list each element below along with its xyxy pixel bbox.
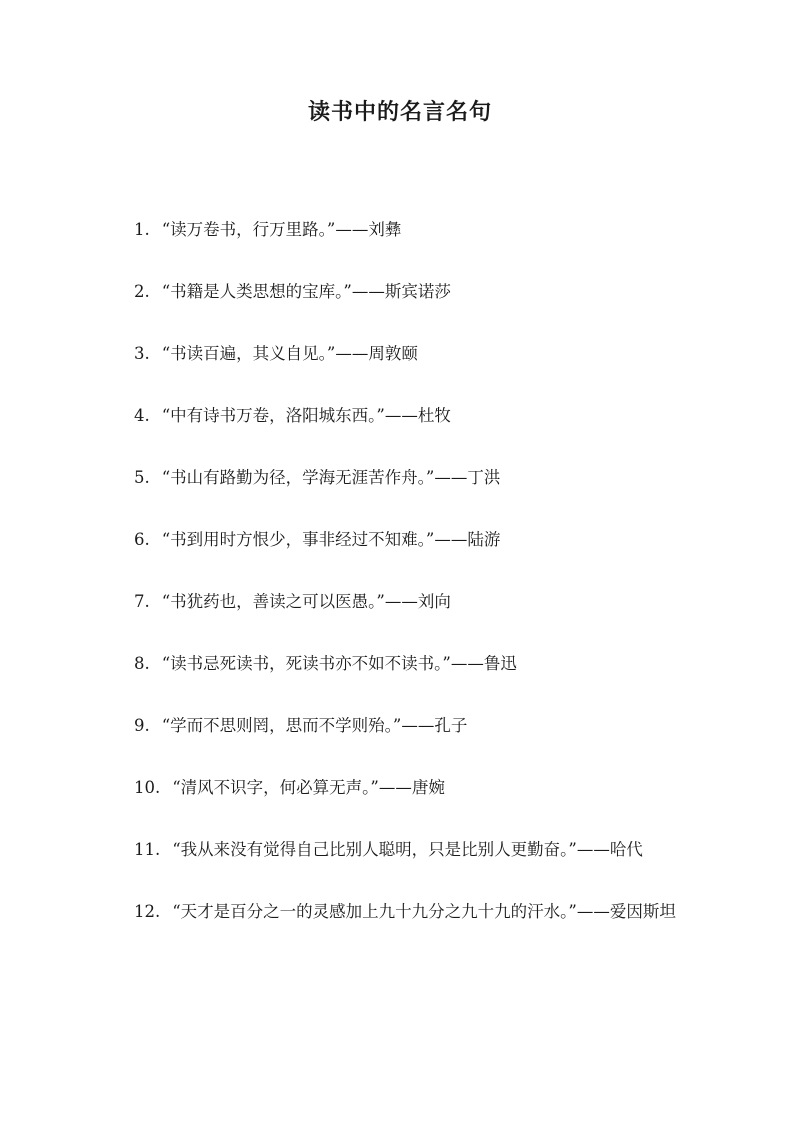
quote-item-1 [88, 214, 703, 245]
quote-number: 10. [134, 778, 161, 797]
quote-item-5 [88, 462, 703, 493]
quote-number: 1. [134, 220, 150, 239]
quote-number: 8. [134, 654, 150, 673]
quote-text: “我从来没有觉得自己比别人聪明，只是比别人更勤奋。”——哈代 [172, 840, 643, 859]
quote-text: “中有诗书万卷，洛阳城东西。”——杜牧 [161, 406, 451, 425]
quote-text: “读万卷书，行万里路。”——刘彝 [161, 220, 402, 239]
quote-item-2 [88, 276, 703, 307]
quote-item-10 [88, 772, 703, 803]
quote-item-12 [88, 896, 703, 927]
quote-number: 2. [134, 282, 150, 301]
quote-number: 7. [134, 592, 150, 611]
quote-text: “学而不思则罔，思而不学则殆。”——孔子 [161, 716, 468, 735]
quote-text: “书读百遍，其义自见。”——周敦颐 [161, 344, 418, 363]
quote-item-7 [88, 586, 703, 617]
quote-text: “书犹药也，善读之可以医愚。”——刘向 [161, 592, 451, 611]
quote-text: “书山有路勤为径，学海无涯苦作舟。”——丁洪 [161, 468, 501, 487]
quote-number: 5. [134, 468, 150, 487]
quote-text: “清风不识字，何必算无声。”——唐婉 [172, 778, 445, 797]
quote-number: 9. [134, 716, 150, 735]
quote-text: “书籍是人类思想的宝库。”——斯宾诺莎 [161, 282, 451, 301]
quote-number: 11. [134, 840, 161, 859]
quote-item-3 [88, 338, 703, 369]
quote-item-11 [88, 834, 703, 865]
quote-text: “读书忌死读书，死读书亦不如不读书。”——鲁迅 [161, 654, 517, 673]
quote-item-9 [88, 710, 703, 741]
quote-number: 6. [134, 530, 150, 549]
quote-number: 12. [134, 902, 161, 921]
quote-number: 3. [134, 344, 150, 363]
quote-item-8 [88, 648, 703, 679]
quote-list [88, 214, 703, 958]
quote-item-4 [88, 400, 703, 431]
quote-text: “书到用时方恨少，事非经过不知难。”——陆游 [161, 530, 501, 549]
quote-item-6 [88, 524, 703, 555]
page-title: 读书中的名言名句 [307, 99, 492, 125]
quote-text: “天才是百分之一的灵感加上九十九分之九十九的汗水。”——爱因斯坦 [172, 902, 676, 921]
quote-number: 4. [134, 406, 150, 425]
